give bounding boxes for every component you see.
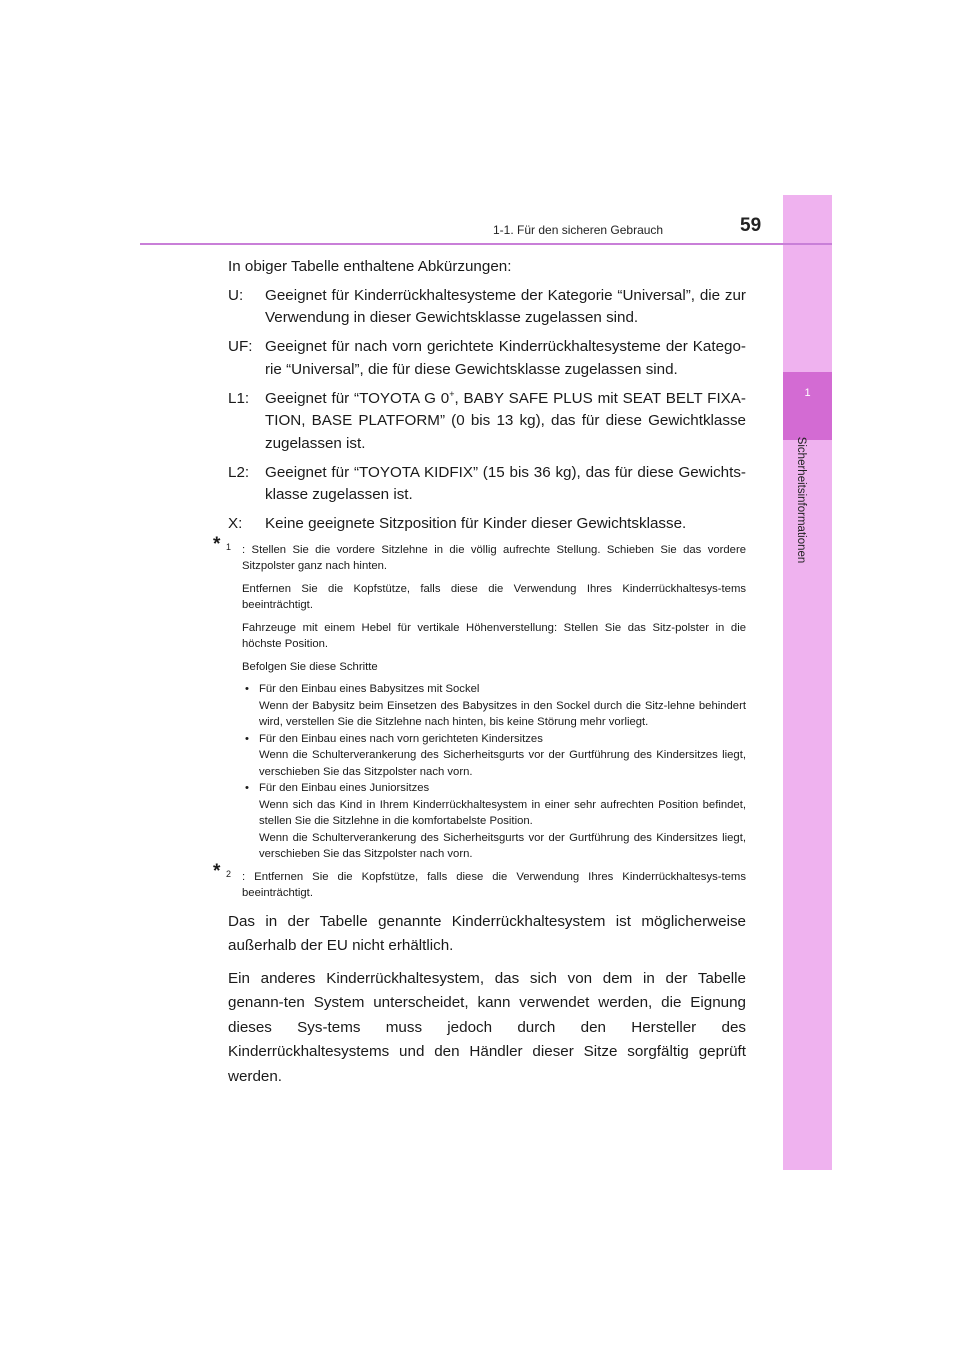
list-item (242, 681, 746, 731)
chapter-marker (783, 372, 832, 440)
list-item-body: Wenn sich das Kind in Ihrem Kinderrückhaltesystem in einer sehr aufrechten Position befindet, stellen Sie die Sitzlehne in die komfortabelste Position. (259, 798, 746, 828)
footnote-number: 2 (226, 868, 232, 879)
list-item-body: Wenn die Schulterverankerung des Sicherheitsgurts vor der Gurtführung des Kindersitzes liegt, verschieben Sie das Sitzpolster nach vorn. (259, 749, 746, 778)
footnote-paragraph: Fahrzeuge mit einem Hebel für vertikale Höhenverstellung: Stellen Sie das Sitz-polster in die höchste Position. (242, 621, 746, 651)
footnote-paragraph: : Entfernen Sie die Kopfstütze, falls diese die Verwendung Ihres Kinderrückhaltesys-tems beeinträchtigt. (242, 870, 746, 900)
definition-key: U: (228, 286, 244, 304)
definition-l2 (228, 462, 746, 507)
definition-text: Geeignet für Kinderrückhaltesysteme der Kategorie “Universal”, die zur Verwendung in dieser Gewichtsklasse zugelassen sind. (265, 286, 746, 327)
definition-key: UF: (228, 338, 253, 356)
definition-text: Keine geeignete Sitzposition für Kinder dieser Gewichtsklasse. (265, 515, 687, 533)
list-item (242, 731, 746, 781)
definition-uf (228, 336, 746, 381)
chapter-number: 1 (804, 387, 811, 399)
definition-key: X: (228, 515, 243, 533)
definition-x (228, 513, 746, 536)
definition-text (265, 388, 746, 456)
footnote-paragraph: Befolgen Sie diese Schritte (242, 660, 378, 673)
closing-paragraph: Ein anderes Kinderrückhaltesystem, das sich von dem in der Tabelle genann-ten System unterscheidet, kann verwendet werden, die Eignung dieses Sys-tems muss jedoch durch den Hersteller des Kinderrückhaltesystems und den Händler dieser Sitze sorgfältig geprüft werden. (228, 969, 746, 1085)
definition-text: Geeignet für “TOYOTA KIDFIX” (15 bis 36 kg), das für diese Gewichts-klasse zugelassen ist. (265, 463, 746, 504)
footnote-asterisk: * (213, 533, 221, 555)
page-number: 59 (740, 215, 762, 236)
list-item-body: Wenn die Schulterverankerung des Sicherheitsgurts vor der Gurtführung des Kindersitzes liegt, verschieben Sie das Sitzpolster nach vorn. (259, 831, 746, 861)
definition-u (228, 285, 746, 330)
footnote-1 (213, 533, 746, 863)
definition-text-part: Geeignet für “TOYOTA G 0 (265, 389, 450, 407)
bullet: • (245, 782, 249, 795)
closing-paragraph: Das in der Tabelle genannte Kinderrückhaltesystem ist möglicherweise außerhalb der EU nicht erhältlich. (228, 912, 746, 955)
abbreviations-intro: In obiger Tabelle enthaltene Abkürzungen: (228, 258, 512, 275)
footnote-paragraph: : Stellen Sie die vordere Sitzlehne in die völlig aufrechte Stellung. Schieben Sie das vordere Sitzpolster ganz nach hinten. (242, 543, 746, 573)
footnote-number: 1 (226, 541, 232, 552)
definition-key: L1: (228, 389, 250, 407)
footnote-2 (213, 860, 746, 902)
definition-text: Geeignet für nach vorn gerichtete Kinderrückhaltesysteme der Katego-rie “Universal”, die für diese Gewichtsklasse zugelassen sind. (265, 338, 746, 378)
bullet: • (245, 732, 249, 745)
footnote-paragraph: Entfernen Sie die Kopfstütze, falls diese die Verwendung Ihres Kinderrückhaltesys-tems beeinträchtigt. (242, 582, 746, 612)
definition-l1 (228, 388, 746, 456)
superscript-plus: + (449, 388, 455, 399)
list-item (242, 780, 746, 863)
header-rule (140, 243, 832, 245)
footnote-step-list (242, 681, 746, 863)
chapter-label: Sicherheitsinformationen (795, 436, 807, 564)
list-item-body: Wenn der Babysitz beim Einsetzen des Babysitzes in den Sockel durch die Sitz-lehne behindert wird, verstellen Sie die Sitzlehne nach hinten, bis keine Störung mehr vorliegt. (259, 699, 746, 729)
list-item-title: Für den Einbau eines Juniorsitzes (259, 782, 430, 795)
page-body (213, 256, 746, 1097)
section-title: 1-1. Für den sicheren Gebrauch (493, 223, 664, 237)
bullet: • (245, 683, 249, 696)
definition-text-part: , BABY SAFE PLUS mit SEAT BELT FIXA-TION, BASE PLATFORM” (0 bis 13 kg), das für diese Gewichtklasse zugelassen ist. (265, 389, 746, 452)
list-item-title: Für den Einbau eines Babysitzes mit Sockel (259, 683, 480, 696)
closing-notes (228, 910, 746, 1090)
definition-key: L2: (228, 463, 250, 481)
list-item-title: Für den Einbau eines nach vorn gerichteten Kindersitzes (259, 732, 543, 745)
footnote-asterisk: * (213, 860, 221, 882)
chapter-side-tab (783, 195, 832, 1170)
